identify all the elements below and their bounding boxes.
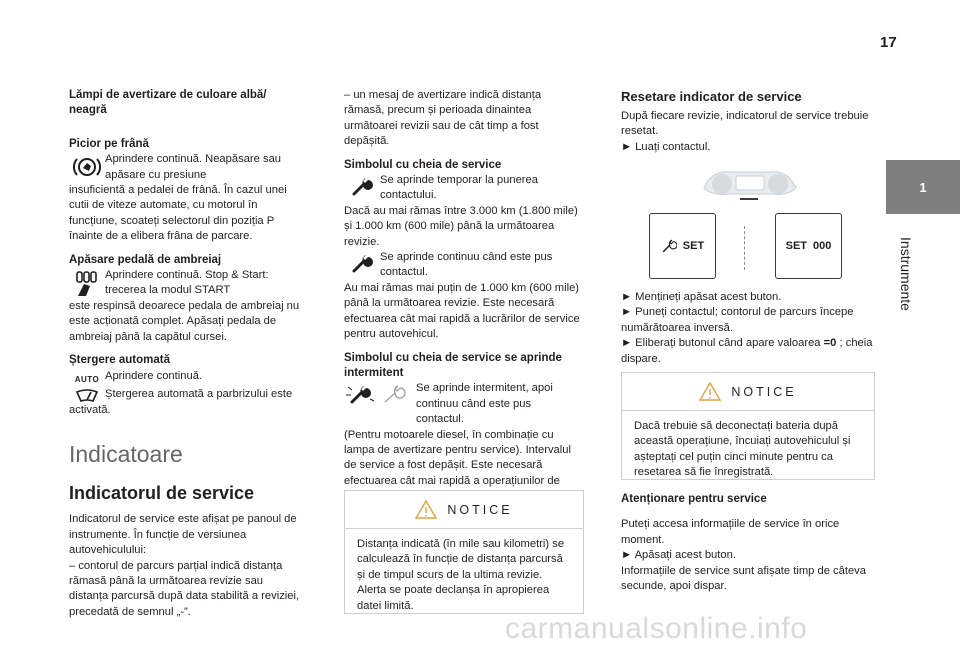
brake-text: insuficientă a pedalei de frână. În cazul unei cutii de viteze automate, cu motorul în funcțiune, scoateți selectorul din poziția P înainte de a elibera frâna de parcare. [69, 184, 287, 243]
auto-wipe-row-1 [69, 369, 301, 387]
panel-set-label-1: SET [682, 240, 705, 252]
auto-wipe-line-2: Ștergerea automată a parbrizului este [105, 387, 293, 400]
wrench-row-1 [344, 173, 580, 204]
reset-title: Resetare indicator de service [621, 89, 802, 104]
chapter-tab[interactable] [886, 160, 960, 214]
clutch-row [69, 268, 301, 299]
chapter-number: 1 [919, 179, 927, 195]
wrench-icon [661, 238, 677, 254]
blinking-wrench-on-icon [344, 383, 376, 405]
blinking-wrench-title: Simbolul cu cheia de service se aprinde intermitent [344, 351, 562, 379]
service-alert-text-2: Informațiile de service sunt afișate timp de câteva secunde, apoi dispar. [621, 564, 866, 593]
section-title: Indicatoare [69, 441, 183, 468]
instrument-cluster-icon [700, 166, 800, 202]
reset-step-3: ► Puneți contactul; contorul de parcurs începe numărătoarea inversă. [621, 306, 854, 334]
warning-lamps-heading: Lămpi de avertizare de culoare albă/ neagră [69, 89, 267, 117]
reset-step-4-pre: ► Eliberați butonul când apare valoarea [621, 337, 824, 350]
blinking-wrench-row [344, 381, 580, 427]
notice-label-2: NOTICE [731, 384, 797, 399]
display-panel-before [649, 213, 716, 279]
wrench-icon [351, 252, 373, 274]
service-indicator-item-1: – contorul de parcurs parțial indică distanța rămasă până la următoarea revizie sau distanța parcursă după data stabilită a reviziei, precedată de semnul „-”. [69, 559, 300, 618]
service-indicator-intro: Indicatorul de service este afișat pe panoul de instrumente. În funcție de versiunea autovehiculului: [69, 513, 297, 557]
service-alert-title: Atenționare pentru service [621, 493, 767, 505]
column-3-alert [621, 492, 879, 594]
clutch-icon-text: Aprindere continuă. Stop & Start: trecerea la modul START [105, 269, 269, 297]
chapter-label-text: Instrumente [898, 237, 914, 311]
warning-triangle-icon [415, 500, 437, 519]
notice-box-1 [344, 490, 584, 614]
wrench-title: Simbolul cu cheia de service [344, 158, 502, 171]
reset-intro: După fiecare revizie, indicatorul de service trebuie resetat. [621, 110, 869, 138]
clutch-text: este respinsă deoarece pedala de ambreiaj nu este acționată complet. Apăsați pedala de ambreiaj până la capătul cursei. [69, 299, 300, 343]
notice-header-2 [622, 373, 874, 411]
panel-set-label-2: SET [785, 240, 808, 252]
reset-step-1: ► Luați contactul. [621, 140, 711, 153]
auto-wipe-row-2 [69, 387, 301, 403]
blinking-wrench-off-icon [382, 383, 408, 405]
wrench-text-2: Au mai rămas mai puțin de 1.000 km (600 mile) până la următoarea revizie. Este necesară efectuarea cât mai rapidă a lucrărilor de service pentru autovehicul. [344, 281, 580, 341]
auto-wipe-line-1: Aprindere continuă. [105, 369, 203, 382]
warning-triangle-icon [699, 382, 721, 401]
notice-text-2: Dacă trebuie să deconectați bateria după această operațiune, încuiați autovehiculul și așteptați cel puțin cinci minute pentru ca resetarea să fie înregistrată. [634, 420, 851, 479]
column-1 [69, 88, 301, 620]
notice-box-2 [621, 372, 875, 480]
page-number: 17 [880, 34, 897, 51]
windscreen-wiper-icon [75, 389, 99, 403]
column-3-steps [621, 290, 879, 367]
service-indicator-item-2: – un mesaj de avertizare indică distanța rămasă, precum și perioada dinaintea următoarei revizii sau de cât timp a fost depășită. [344, 89, 542, 148]
clutch-foot-icon [74, 270, 100, 298]
service-indicator-title: Indicatorul de service [69, 483, 255, 504]
wrench-icon-text-2: Se aprinde continuu când este pus contactul. [380, 251, 553, 279]
chapter-label [886, 214, 926, 334]
display-panel-after [775, 213, 842, 279]
clutch-title: Apăsare pedală de ambreiaj [69, 253, 222, 266]
notice-label-1: NOTICE [447, 502, 513, 517]
reset-step-4-post: ; cheia dispare. [621, 337, 873, 365]
wrench-icon [351, 175, 373, 197]
auto-wipe-title: Ștergere automată [69, 354, 170, 367]
reset-step-4 [621, 336, 879, 367]
brake-icon-text: Aprindere continuă. Neapăsare sau apăsare cu presiune [105, 153, 282, 181]
column-3 [621, 88, 879, 155]
wrench-row-2 [344, 250, 580, 281]
service-alert-step: ► Apăsați acest buton. [621, 549, 736, 562]
brake-foot-icon [73, 154, 101, 180]
notice-header-1 [345, 491, 583, 529]
auto-wipe-text: activată. [69, 403, 111, 416]
reset-step-2: ► Mențineți apăsat acest buton. [621, 291, 782, 303]
reset-step-4-value: =0 [823, 337, 837, 350]
notice-text-1: Distanța indicată (în mile sau kilometri) se calculează în funcție de distanța parcursă și de timpul scurs de la ultima revizie. Alerta se poate declanșa în apropierea datei limită. [357, 538, 565, 612]
service-alert-text-1: Puteți accesa informațiile de service în orice moment. [621, 518, 840, 546]
auto-label: AUTO [74, 374, 100, 384]
brake-title: Picior pe frână [69, 137, 149, 150]
watermark: carmanualsonline.info [505, 612, 808, 645]
column-2 [344, 88, 580, 505]
blinking-wrench-text: (Pentru motoarele diesel, în combinație cu lampa de avertizare pentru service). Intervalul de service a fost depășit. Este necesară efectuarea cât mai rapidă a operațiunilor de [344, 428, 571, 487]
panel-counter-value: 000 [813, 240, 832, 252]
brake-row [69, 152, 301, 183]
wrench-text-1: Dacă au mai rămas între 3.000 km (1.800 mile) și 1.000 km (600 mile) până la următoarea revizie. [344, 204, 578, 248]
blinking-wrench-icon-text: Se aprinde intermitent, apoi continuu când este pus contactul. [416, 382, 553, 426]
wrench-icon-text-1: Se aprinde temporar la punerea contactului. [380, 174, 538, 202]
panel-divider [744, 226, 745, 270]
